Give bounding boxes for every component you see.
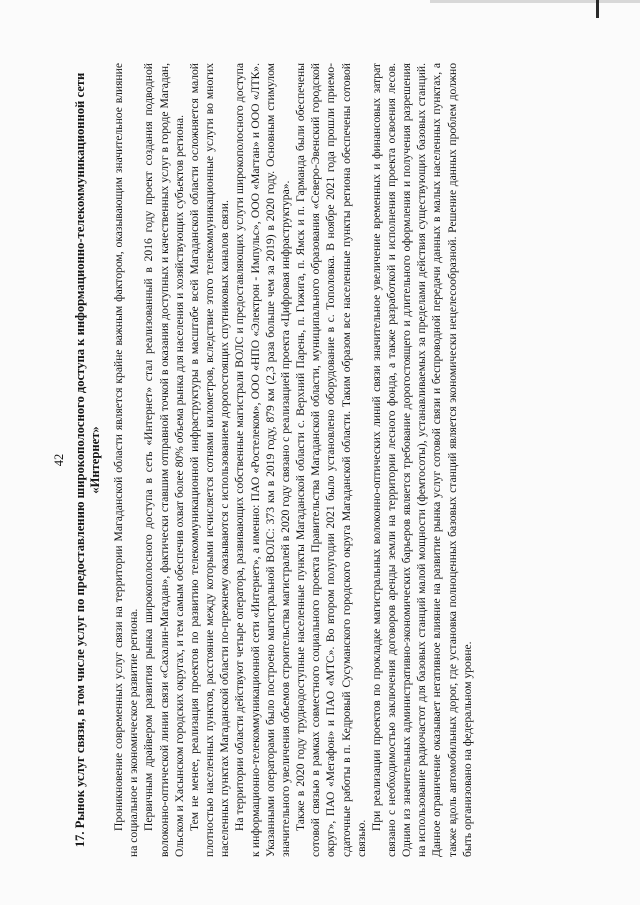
page-number: 42 bbox=[52, 453, 66, 467]
paragraph-5: Также в 2020 году труднодоступные населенные пункты Магаданской области с. Верхний Парень, п. Гижига, п. Ямск и п. Гарманда были обеспечены сотовой связью в рамках совместного социального проекта Правительства Магаданской области, муниципального образования «Северо-Эвенский городской округ», ПАО «Мегафон» и ПАО «МТС». Во втором полугодии 2021 было установлено оборудование в с. Тополовка. В ноябре 2021 года прошли приемо-сдаточные работы в п. Кедровый Сусуманского городского округа Магаданской области. Таким образом все населенные пункты региона обеспечены сотовой связью. bbox=[294, 63, 368, 857]
section-title: 17. Рынок услуг связи, в том числе услуг по предоставлению широкополосного доступа к информационно-телекоммуникационной сети «Интернет» bbox=[73, 72, 103, 848]
paragraph-3: Тем не менее, реализация проектов по развитию телекоммуникационной инфраструктуры в масштабе всей Магаданской области осложняется малой плотностью населенных пунктов, расстояние между которыми исчисляется сотнями километров, вследствие этого телекоммуникационные услуги во многих населенных пунктах Магаданской области по-прежнему оказываются с использованием дорогостоящих спутниковых каналов связи. bbox=[187, 63, 232, 857]
paragraph-6: При реализации проектов по прокладке магистральных волоконно-оптических линий связи значительное увеличение временных и финансовых затрат связано с необходимостью заключения договоров аренды земли на территории лесного фонда, а также разработкой и исполнения проекта освоения лесов. Одним из значительных административно-экономических барьеров является требование дорогостоящего и длительного оформления и получения разрешения на использование радиочастот для базовых станций малой мощности (фемтосоты), устанавливаемых за пределами действия существующих базовых станций. Данное ограничение оказывает негативное влияние на развитие рынка услуг сотовой связи и беспроводной передачи данных в малых населенных пунктах, а также вдоль автомобильных дорог, где установка полноценных базовых станций является экономически нецелесообразной. Решение данных проблем должно быть организовано на федеральном уровне. bbox=[369, 63, 474, 857]
document-page bbox=[52, 63, 475, 857]
paragraph-2: Первичным драйвером развития рынка широкополосного доступа в сеть «Интернет» стал реализованный в 2016 году проект создания подводной волоконно-оптической линии связи «Сахалин-Магадан», фактически ставшим отправной точкой в оказания доступных и качественных услуг в городе Магадан, Ольском и Хасынском городских округах, и тем самым обеспечив охват более 80% объема рынка для населения и хозяйствующих субъектов региона. bbox=[142, 63, 186, 857]
paragraph-1: Проникновение современных услуг связи на территории Магаданской области является крайне важным фактором, оказывающим значительное влияние на социальное и экономическое развитие региона. bbox=[112, 63, 141, 857]
paragraph-4: На территории области действуют четыре оператора, развивающих собственные магистрали ВОЛС и предоставляющих услуги широкополосного доступа к информационно-телекоммуникационной сети «Интернет», а именно: ПАО «Ростелеком», ООО «НПО «Электрон - Импульс», ООО «Магтан» и ООО «ЛТК». Указанными операторами было построено магистральной ВОЛС: 373 км в 2019 году, 879 км (2,3 раза больше чем за 2019) в 2020 году. Основным стимулом значительного увеличения объемов строительства магистралей в 2020 году связано с реализацией проекта «Цифровая инфраструктура». bbox=[233, 63, 292, 857]
